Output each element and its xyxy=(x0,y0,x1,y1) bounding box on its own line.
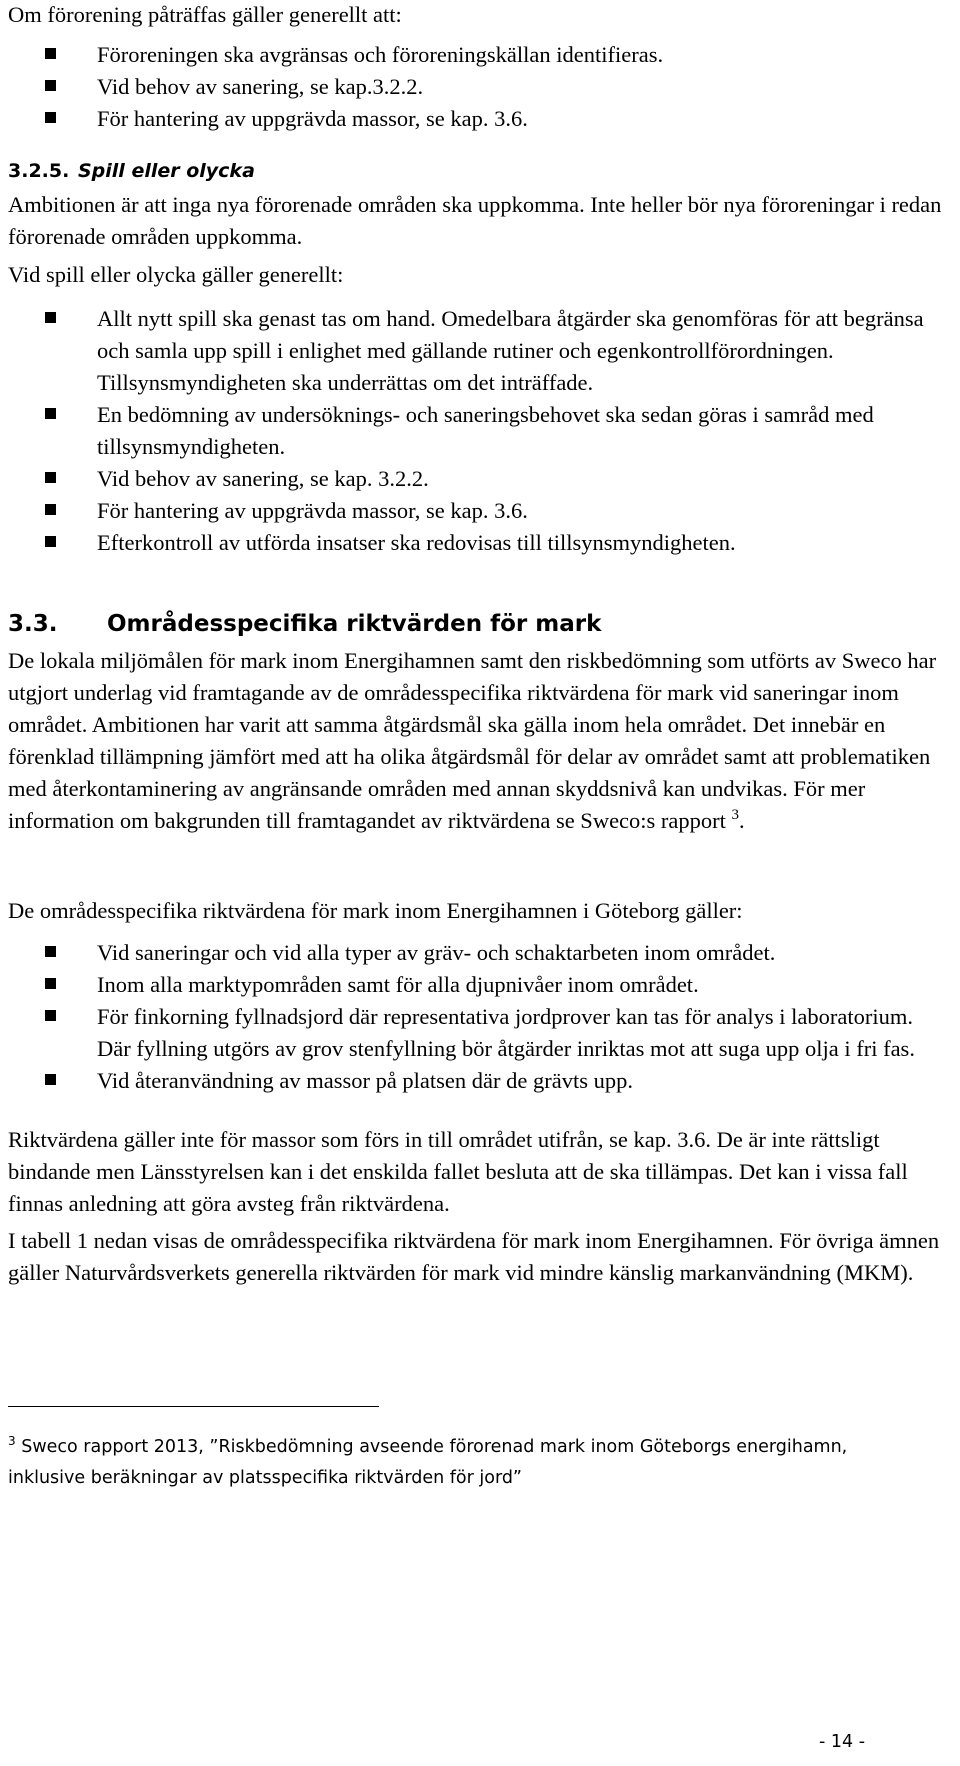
square-bullet-icon xyxy=(45,48,56,59)
guideline-bullet-list xyxy=(45,937,945,1097)
section-heading-3-3 xyxy=(8,607,601,641)
square-bullet-icon xyxy=(45,978,56,989)
section-paragraph: De lokala miljömålen för mark inom Energihamnen samt den riskbedömning som utförts av Sweco har utgjort underlag vid framtagande av de områdesspecifika riktvärdena för mark vid saneringar inom området. Ambitionen har varit att samma åtgärdsmål ska gälla inom hela området. Det innebär en förenklad tillämpning jämfört med att ha olika åtgärdsmål för delar av området samt att problematiken med återkontaminering av angränsande områden med annan skyddsnivå kan undvikas. För mer information om bakgrunden till framtagandet av riktvärdena se Sweco:s rapport $^3$. xyxy=(8,648,937,833)
list-item: Allt nytt spill ska genast tas om hand. Omedelbara åtgärder ska genomföras för att begränsa och samla upp spill i enlighet med gällande rutiner och egenkontrollförordningen. Tillsynsmyndigheten ska underrättas om det inträffade. xyxy=(45,303,945,399)
section-paragraph: Vid spill eller olycka gäller generellt: xyxy=(8,262,344,287)
list-item: Föroreningen ska avgränsas och föroreningskällan identifieras. xyxy=(45,39,945,71)
footnote xyxy=(8,1432,928,1494)
square-bullet-icon xyxy=(45,472,56,483)
list-item: För hantering av uppgrävda massor, se kap. 3.6. xyxy=(45,495,945,527)
section-heading-3-2-5 xyxy=(8,157,255,185)
section-title: Områdesspecifika riktvärden för mark xyxy=(107,611,602,637)
square-bullet-icon xyxy=(45,312,56,323)
square-bullet-icon xyxy=(45,408,56,419)
square-bullet-icon xyxy=(45,536,56,547)
square-bullet-icon xyxy=(45,504,56,515)
list-item: För finkorning fyllnadsjord där representativa jordprover kan tas för analys i laboratorium. Där fyllning utgörs av grov stenfyllning bör åtgärder inriktas mot att suga upp olja i fri fas. xyxy=(45,1001,945,1065)
section-paragraph: Ambitionen är att inga nya förorenade områden ska uppkomma. Inte heller bör nya föroreningar i redan förorenade områden uppkomma. xyxy=(8,192,942,249)
footnote-reference: 3 xyxy=(731,807,740,823)
section-number: 3.3. xyxy=(8,611,58,637)
square-bullet-icon xyxy=(45,80,56,91)
section-paragraph: De områdesspecifika riktvärdena för mark inom Energihamnen i Göteborg gäller: xyxy=(8,898,743,923)
section-number: 3.2.5. xyxy=(8,160,70,182)
square-bullet-icon xyxy=(45,1010,56,1021)
page-number: - 14 - xyxy=(818,1732,866,1752)
footnote-text: Sweco rapport 2013, ”Riskbedömning avseende förorenad mark inom Göteborgs energihamn, inklusive beräkningar av platsspecifika riktvärden för jord” xyxy=(8,1437,848,1488)
list-item: Vid återanvändning av massor på platsen där de grävts upp. xyxy=(45,1065,945,1097)
list-item: Vid saneringar och vid alla typer av gräv- och schaktarbeten inom området. xyxy=(45,937,945,969)
list-item: Efterkontroll av utförda insatser ska redovisas till tillsynsmyndigheten. xyxy=(45,527,945,559)
section-paragraph: Riktvärdena gäller inte för massor som förs in till området utifrån, se kap. 3.6. De är inte rättsligt bindande men Länsstyrelsen kan i det enskilda fallet besluta att de ska tillämpas. Det kan i vissa fall finnas anledning att göra avsteg från riktvärdena. xyxy=(8,1127,908,1216)
section-paragraph: I tabell 1 nedan visas de områdesspecifika riktvärdena för mark inom Energihamnen. För övriga ämnen gäller Naturvårdsverkets generella riktvärden för mark vid mindre känslig markanvändning (MKM). xyxy=(8,1228,940,1285)
footnote-marker: 3 xyxy=(8,1434,16,1448)
intro-bullet-list xyxy=(45,39,945,135)
list-item: En bedömning av undersöknings- och saneringsbehovet ska sedan göras i samråd med tillsynsmyndigheten. xyxy=(45,399,945,463)
list-item: Vid behov av sanering, se kap.3.2.2. xyxy=(45,71,945,103)
footnote-separator xyxy=(8,1406,379,1407)
intro-text: Om förorening påträffas gäller generellt att: xyxy=(8,2,402,27)
section-title: Spill eller olycka xyxy=(78,160,255,182)
square-bullet-icon xyxy=(45,112,56,123)
square-bullet-icon xyxy=(45,1074,56,1085)
list-item: Vid behov av sanering, se kap. 3.2.2. xyxy=(45,463,945,495)
list-item: Inom alla marktypområden samt för alla djupnivåer inom området. xyxy=(45,969,945,1001)
list-item: För hantering av uppgrävda massor, se kap. 3.6. xyxy=(45,103,945,135)
spill-bullet-list xyxy=(45,303,945,559)
square-bullet-icon xyxy=(45,946,56,957)
